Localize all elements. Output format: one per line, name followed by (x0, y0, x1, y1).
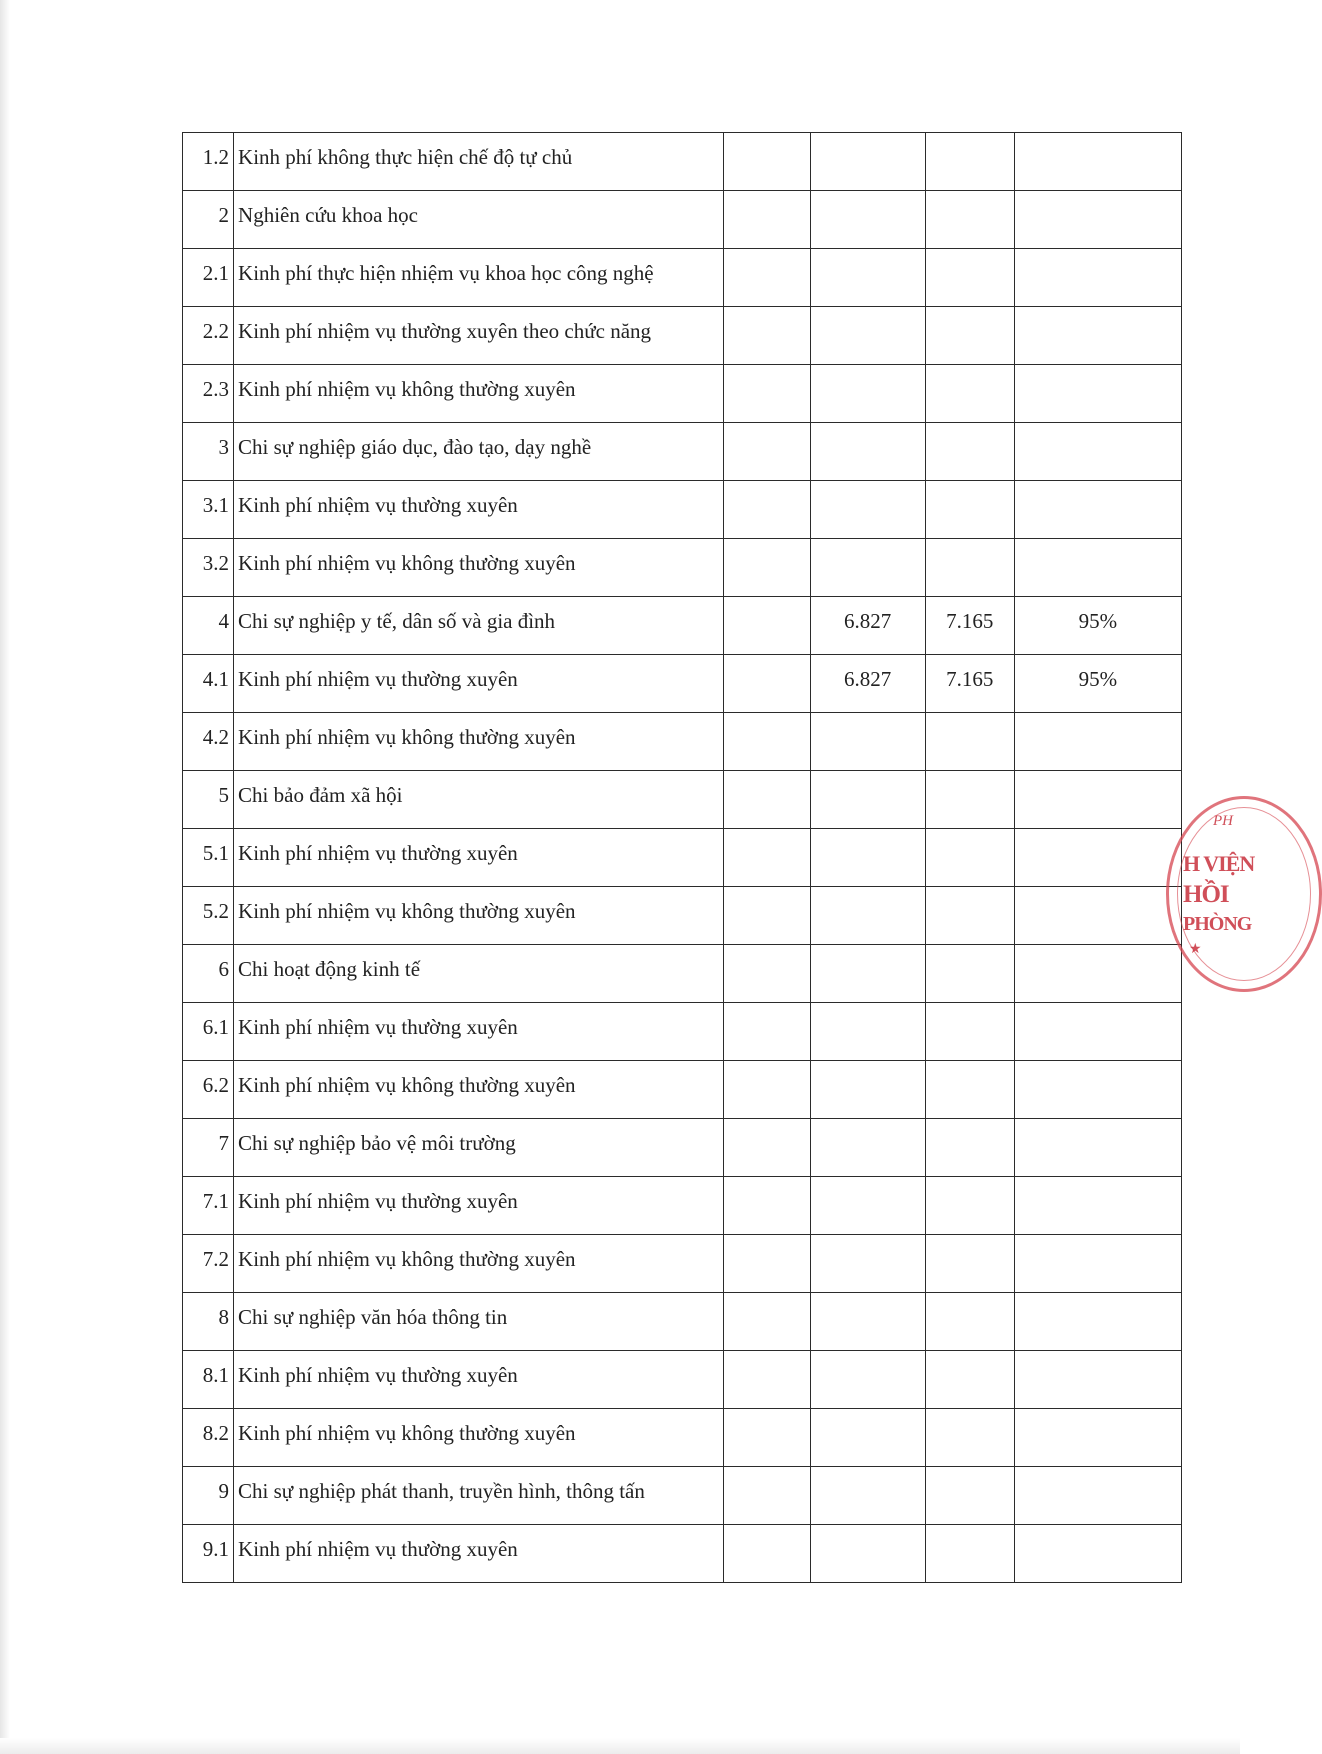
row-content-cell (234, 1351, 723, 1409)
row-number-text: 2.1 (202, 261, 230, 285)
row-number-text: 1.2 (202, 145, 230, 169)
row-number-cell (183, 887, 234, 945)
estimate-value-cell (810, 191, 925, 249)
stamp-top-text: PH (1213, 813, 1233, 829)
row-content-text: Kinh phí nhiệm vụ không thường xuyên (238, 725, 576, 749)
row-number-text: 2 (218, 203, 230, 227)
percent-value-cell (1014, 307, 1181, 365)
row-number-text: 3.1 (202, 493, 230, 517)
row-content-cell (234, 1525, 723, 1583)
stamp-line-1: H VIỆN (1183, 851, 1255, 876)
estimate-value-cell (810, 1351, 925, 1409)
actual-value-cell (925, 771, 1014, 829)
row-content-cell (234, 887, 723, 945)
estimate-value-cell (810, 655, 925, 713)
row-number-text: 3.2 (202, 551, 230, 575)
estimate-value-cell (810, 945, 925, 1003)
row-content-text: Chi hoạt động kinh tế (238, 957, 421, 981)
percent-value-cell (1014, 1351, 1181, 1409)
percent-value-cell (1014, 423, 1181, 481)
actual-value-cell (925, 945, 1014, 1003)
percent-value-cell (1014, 887, 1181, 945)
row-content-text: Nghiên cứu khoa học (238, 203, 418, 227)
row-content-cell (234, 307, 723, 365)
table-row (183, 887, 1182, 945)
row-number-cell (183, 655, 234, 713)
empty-column-cell (723, 1525, 810, 1583)
stamp-star-icon: ★ (1189, 942, 1202, 957)
row-content-cell (234, 191, 723, 249)
percent-value-cell (1014, 365, 1181, 423)
row-number-cell (183, 1525, 234, 1583)
row-content-cell (234, 713, 723, 771)
actual-value-cell (925, 191, 1014, 249)
row-content-text: Kinh phí nhiệm vụ không thường xuyên (238, 899, 576, 923)
row-number-text: 7 (218, 1131, 230, 1155)
percent-value-cell (1014, 481, 1181, 539)
row-number-cell (183, 771, 234, 829)
actual-value-cell (925, 1409, 1014, 1467)
table-row (183, 423, 1182, 481)
row-content-cell (234, 1235, 723, 1293)
empty-column-cell (723, 539, 810, 597)
row-content-text: Chi sự nghiệp bảo vệ môi trường (238, 1131, 516, 1155)
row-number-cell (183, 1235, 234, 1293)
empty-column-cell (723, 771, 810, 829)
table-row (183, 1235, 1182, 1293)
row-number-text: 9 (218, 1479, 230, 1503)
row-content-text: Chi sự nghiệp y tế, dân số và gia đình (238, 609, 556, 633)
row-number-cell (183, 423, 234, 481)
estimate-value-cell (810, 365, 925, 423)
row-content-text: Kinh phí nhiệm vụ thường xuyên (238, 667, 518, 691)
row-number-text: 2.3 (202, 377, 230, 401)
estimate-value-text: 6.827 (844, 667, 892, 691)
actual-value-cell (925, 249, 1014, 307)
estimate-value-cell (810, 423, 925, 481)
table-row (183, 1409, 1182, 1467)
empty-column-cell (723, 365, 810, 423)
row-content-text: Kinh phí nhiệm vụ không thường xuyên (238, 1421, 576, 1445)
actual-value-cell (925, 423, 1014, 481)
percent-value-cell (1014, 597, 1181, 655)
row-content-text: Chi bảo đảm xã hội (238, 783, 403, 807)
row-content-text: Kinh phí nhiệm vụ không thường xuyên (238, 377, 576, 401)
table-row (183, 1351, 1182, 1409)
table-row (183, 1119, 1182, 1177)
row-number-text: 6.1 (202, 1015, 230, 1039)
estimate-value-cell (810, 1177, 925, 1235)
row-number-cell (183, 1409, 234, 1467)
table-row (183, 307, 1182, 365)
row-content-text: Kinh phí nhiệm vụ thường xuyên (238, 1363, 518, 1387)
table-row (183, 597, 1182, 655)
row-number-cell (183, 597, 234, 655)
row-number-cell (183, 713, 234, 771)
row-content-cell (234, 655, 723, 713)
actual-value-cell (925, 365, 1014, 423)
row-content-cell (234, 249, 723, 307)
estimate-value-cell (810, 1409, 925, 1467)
row-number-cell (183, 307, 234, 365)
row-content-cell (234, 597, 723, 655)
row-number-text: 6 (218, 957, 230, 981)
percent-value-cell (1014, 249, 1181, 307)
table-row (183, 133, 1182, 191)
table-row (183, 1293, 1182, 1351)
empty-column-cell (723, 1409, 810, 1467)
estimate-value-cell (810, 249, 925, 307)
row-number-text: 4.1 (202, 667, 230, 691)
row-number-text: 6.2 (202, 1073, 230, 1097)
row-content-text: Kinh phí nhiệm vụ thường xuyên (238, 841, 518, 865)
row-content-text: Kinh phí nhiệm vụ không thường xuyên (238, 551, 576, 575)
percent-value-cell (1014, 829, 1181, 887)
estimate-value-cell (810, 597, 925, 655)
row-number-cell (183, 1293, 234, 1351)
actual-value-cell (925, 1177, 1014, 1235)
empty-column-cell (723, 423, 810, 481)
row-number-text: 8.2 (202, 1421, 230, 1445)
percent-value-cell (1014, 1061, 1181, 1119)
table-row (183, 771, 1182, 829)
table-row (183, 1467, 1182, 1525)
table-row (183, 539, 1182, 597)
row-number-cell (183, 249, 234, 307)
percent-value-cell (1014, 713, 1181, 771)
actual-value-cell (925, 1467, 1014, 1525)
row-number-text: 7.2 (202, 1247, 230, 1271)
empty-column-cell (723, 1061, 810, 1119)
empty-column-cell (723, 1467, 810, 1525)
stamp-line-2: HỒI (1183, 881, 1229, 908)
estimate-value-cell (810, 1003, 925, 1061)
red-seal-stamp (1166, 796, 1322, 992)
percent-value-text: 95% (1078, 609, 1118, 633)
percent-value-cell (1014, 1467, 1181, 1525)
empty-column-cell (723, 191, 810, 249)
percent-value-cell (1014, 1235, 1181, 1293)
row-content-cell (234, 365, 723, 423)
percent-value-cell (1014, 1003, 1181, 1061)
table-row (183, 1525, 1182, 1583)
percent-value-text: 95% (1078, 667, 1118, 691)
row-content-cell (234, 945, 723, 1003)
empty-column-cell (723, 1351, 810, 1409)
actual-value-cell (925, 133, 1014, 191)
estimate-value-text: 6.827 (844, 609, 892, 633)
empty-column-cell (723, 249, 810, 307)
row-number-text: 4 (218, 609, 230, 633)
row-content-cell (234, 1409, 723, 1467)
row-number-cell (183, 1467, 234, 1525)
row-number-cell (183, 539, 234, 597)
row-number-cell (183, 481, 234, 539)
row-number-cell (183, 1061, 234, 1119)
row-number-cell (183, 133, 234, 191)
empty-column-cell (723, 1177, 810, 1235)
actual-value-cell (925, 887, 1014, 945)
actual-value-cell (925, 1235, 1014, 1293)
row-content-cell (234, 1119, 723, 1177)
table-row (183, 191, 1182, 249)
row-number-cell (183, 365, 234, 423)
page-bottom-shadow (0, 1738, 1240, 1754)
row-content-cell (234, 1061, 723, 1119)
actual-value-cell (925, 539, 1014, 597)
estimate-value-cell (810, 307, 925, 365)
estimate-value-cell (810, 1061, 925, 1119)
table-row (183, 713, 1182, 771)
actual-value-cell (925, 1293, 1014, 1351)
empty-column-cell (723, 1003, 810, 1061)
empty-column-cell (723, 945, 810, 1003)
row-content-text: Kinh phí nhiệm vụ không thường xuyên (238, 1247, 576, 1271)
actual-value-cell (925, 1003, 1014, 1061)
row-number-cell (183, 1351, 234, 1409)
empty-column-cell (723, 1293, 810, 1351)
percent-value-cell (1014, 1293, 1181, 1351)
empty-column-cell (723, 713, 810, 771)
row-number-text: 2.2 (202, 319, 230, 343)
row-number-text: 8 (218, 1305, 230, 1329)
estimate-value-cell (810, 481, 925, 539)
empty-column-cell (723, 133, 810, 191)
empty-column-cell (723, 887, 810, 945)
row-content-text: Kinh phí nhiệm vụ thường xuyên (238, 1015, 518, 1039)
estimate-value-cell (810, 133, 925, 191)
row-content-text: Kinh phí không thực hiện chế độ tự chủ (238, 145, 573, 169)
empty-column-cell (723, 829, 810, 887)
percent-value-cell (1014, 191, 1181, 249)
percent-value-cell (1014, 771, 1181, 829)
estimate-value-cell (810, 829, 925, 887)
actual-value-cell (925, 597, 1014, 655)
budget-table (182, 132, 1182, 1583)
estimate-value-cell (810, 713, 925, 771)
actual-value-cell (925, 1061, 1014, 1119)
table-row (183, 365, 1182, 423)
percent-value-cell (1014, 133, 1181, 191)
actual-value-cell (925, 1119, 1014, 1177)
row-number-text: 7.1 (202, 1189, 230, 1213)
row-content-cell (234, 1293, 723, 1351)
row-content-text: Kinh phí nhiệm vụ không thường xuyên (238, 1073, 576, 1097)
actual-value-text: 7.165 (946, 667, 994, 691)
row-content-cell (234, 829, 723, 887)
estimate-value-cell (810, 1235, 925, 1293)
percent-value-cell (1014, 1409, 1181, 1467)
estimate-value-cell (810, 1525, 925, 1583)
actual-value-cell (925, 1525, 1014, 1583)
actual-value-cell (925, 655, 1014, 713)
actual-value-cell (925, 713, 1014, 771)
row-number-text: 4.2 (202, 725, 230, 749)
empty-column-cell (723, 1235, 810, 1293)
row-content-text: Kinh phí nhiệm vụ thường xuyên (238, 1537, 518, 1561)
row-content-cell (234, 1467, 723, 1525)
actual-value-cell (925, 1351, 1014, 1409)
estimate-value-cell (810, 539, 925, 597)
estimate-value-cell (810, 1293, 925, 1351)
row-number-cell (183, 1177, 234, 1235)
row-number-cell (183, 1119, 234, 1177)
table-row (183, 1061, 1182, 1119)
actual-value-cell (925, 307, 1014, 365)
empty-column-cell (723, 481, 810, 539)
stamp-line-3: PHÒNG (1183, 913, 1252, 935)
table-row (183, 1177, 1182, 1235)
estimate-value-cell (810, 1467, 925, 1525)
percent-value-cell (1014, 1177, 1181, 1235)
empty-column-cell (723, 655, 810, 713)
empty-column-cell (723, 1119, 810, 1177)
actual-value-text: 7.165 (946, 609, 994, 633)
row-content-cell (234, 539, 723, 597)
table-row (183, 945, 1182, 1003)
table-row (183, 829, 1182, 887)
table-row (183, 481, 1182, 539)
row-content-cell (234, 1003, 723, 1061)
empty-column-cell (723, 597, 810, 655)
row-content-text: Chi sự nghiệp giáo dục, đào tạo, dạy nghề (238, 435, 592, 459)
row-content-cell (234, 1177, 723, 1235)
row-number-text: 5.1 (202, 841, 230, 865)
page-edge-shadow (0, 0, 10, 1754)
table-row (183, 249, 1182, 307)
row-number-text: 8.1 (202, 1363, 230, 1387)
estimate-value-cell (810, 771, 925, 829)
row-content-cell (234, 423, 723, 481)
row-number-cell (183, 1003, 234, 1061)
row-content-cell (234, 133, 723, 191)
row-content-text: Chi sự nghiệp phát thanh, truyền hình, thông tấn (238, 1479, 645, 1503)
row-number-text: 5 (218, 783, 230, 807)
row-number-text: 9.1 (202, 1537, 230, 1561)
row-number-text: 3 (218, 435, 230, 459)
percent-value-cell (1014, 1525, 1181, 1583)
percent-value-cell (1014, 1119, 1181, 1177)
row-content-text: Kinh phí nhiệm vụ thường xuyên theo chức năng (238, 319, 652, 343)
estimate-value-cell (810, 887, 925, 945)
row-number-cell (183, 191, 234, 249)
table-row (183, 655, 1182, 713)
row-number-cell (183, 945, 234, 1003)
percent-value-cell (1014, 539, 1181, 597)
budget-table-body (183, 133, 1182, 1583)
row-content-text: Kinh phí nhiệm vụ thường xuyên (238, 493, 518, 517)
percent-value-cell (1014, 945, 1181, 1003)
table-row (183, 1003, 1182, 1061)
percent-value-cell (1014, 655, 1181, 713)
row-content-text: Kinh phí nhiệm vụ thường xuyên (238, 1189, 518, 1213)
estimate-value-cell (810, 1119, 925, 1177)
row-number-text: 5.2 (202, 899, 230, 923)
actual-value-cell (925, 481, 1014, 539)
row-content-text: Chi sự nghiệp văn hóa thông tin (238, 1305, 508, 1329)
actual-value-cell (925, 829, 1014, 887)
row-number-cell (183, 829, 234, 887)
row-content-cell (234, 481, 723, 539)
row-content-cell (234, 771, 723, 829)
empty-column-cell (723, 307, 810, 365)
row-content-text: Kinh phí thực hiện nhiệm vụ khoa học công nghệ (238, 261, 654, 285)
